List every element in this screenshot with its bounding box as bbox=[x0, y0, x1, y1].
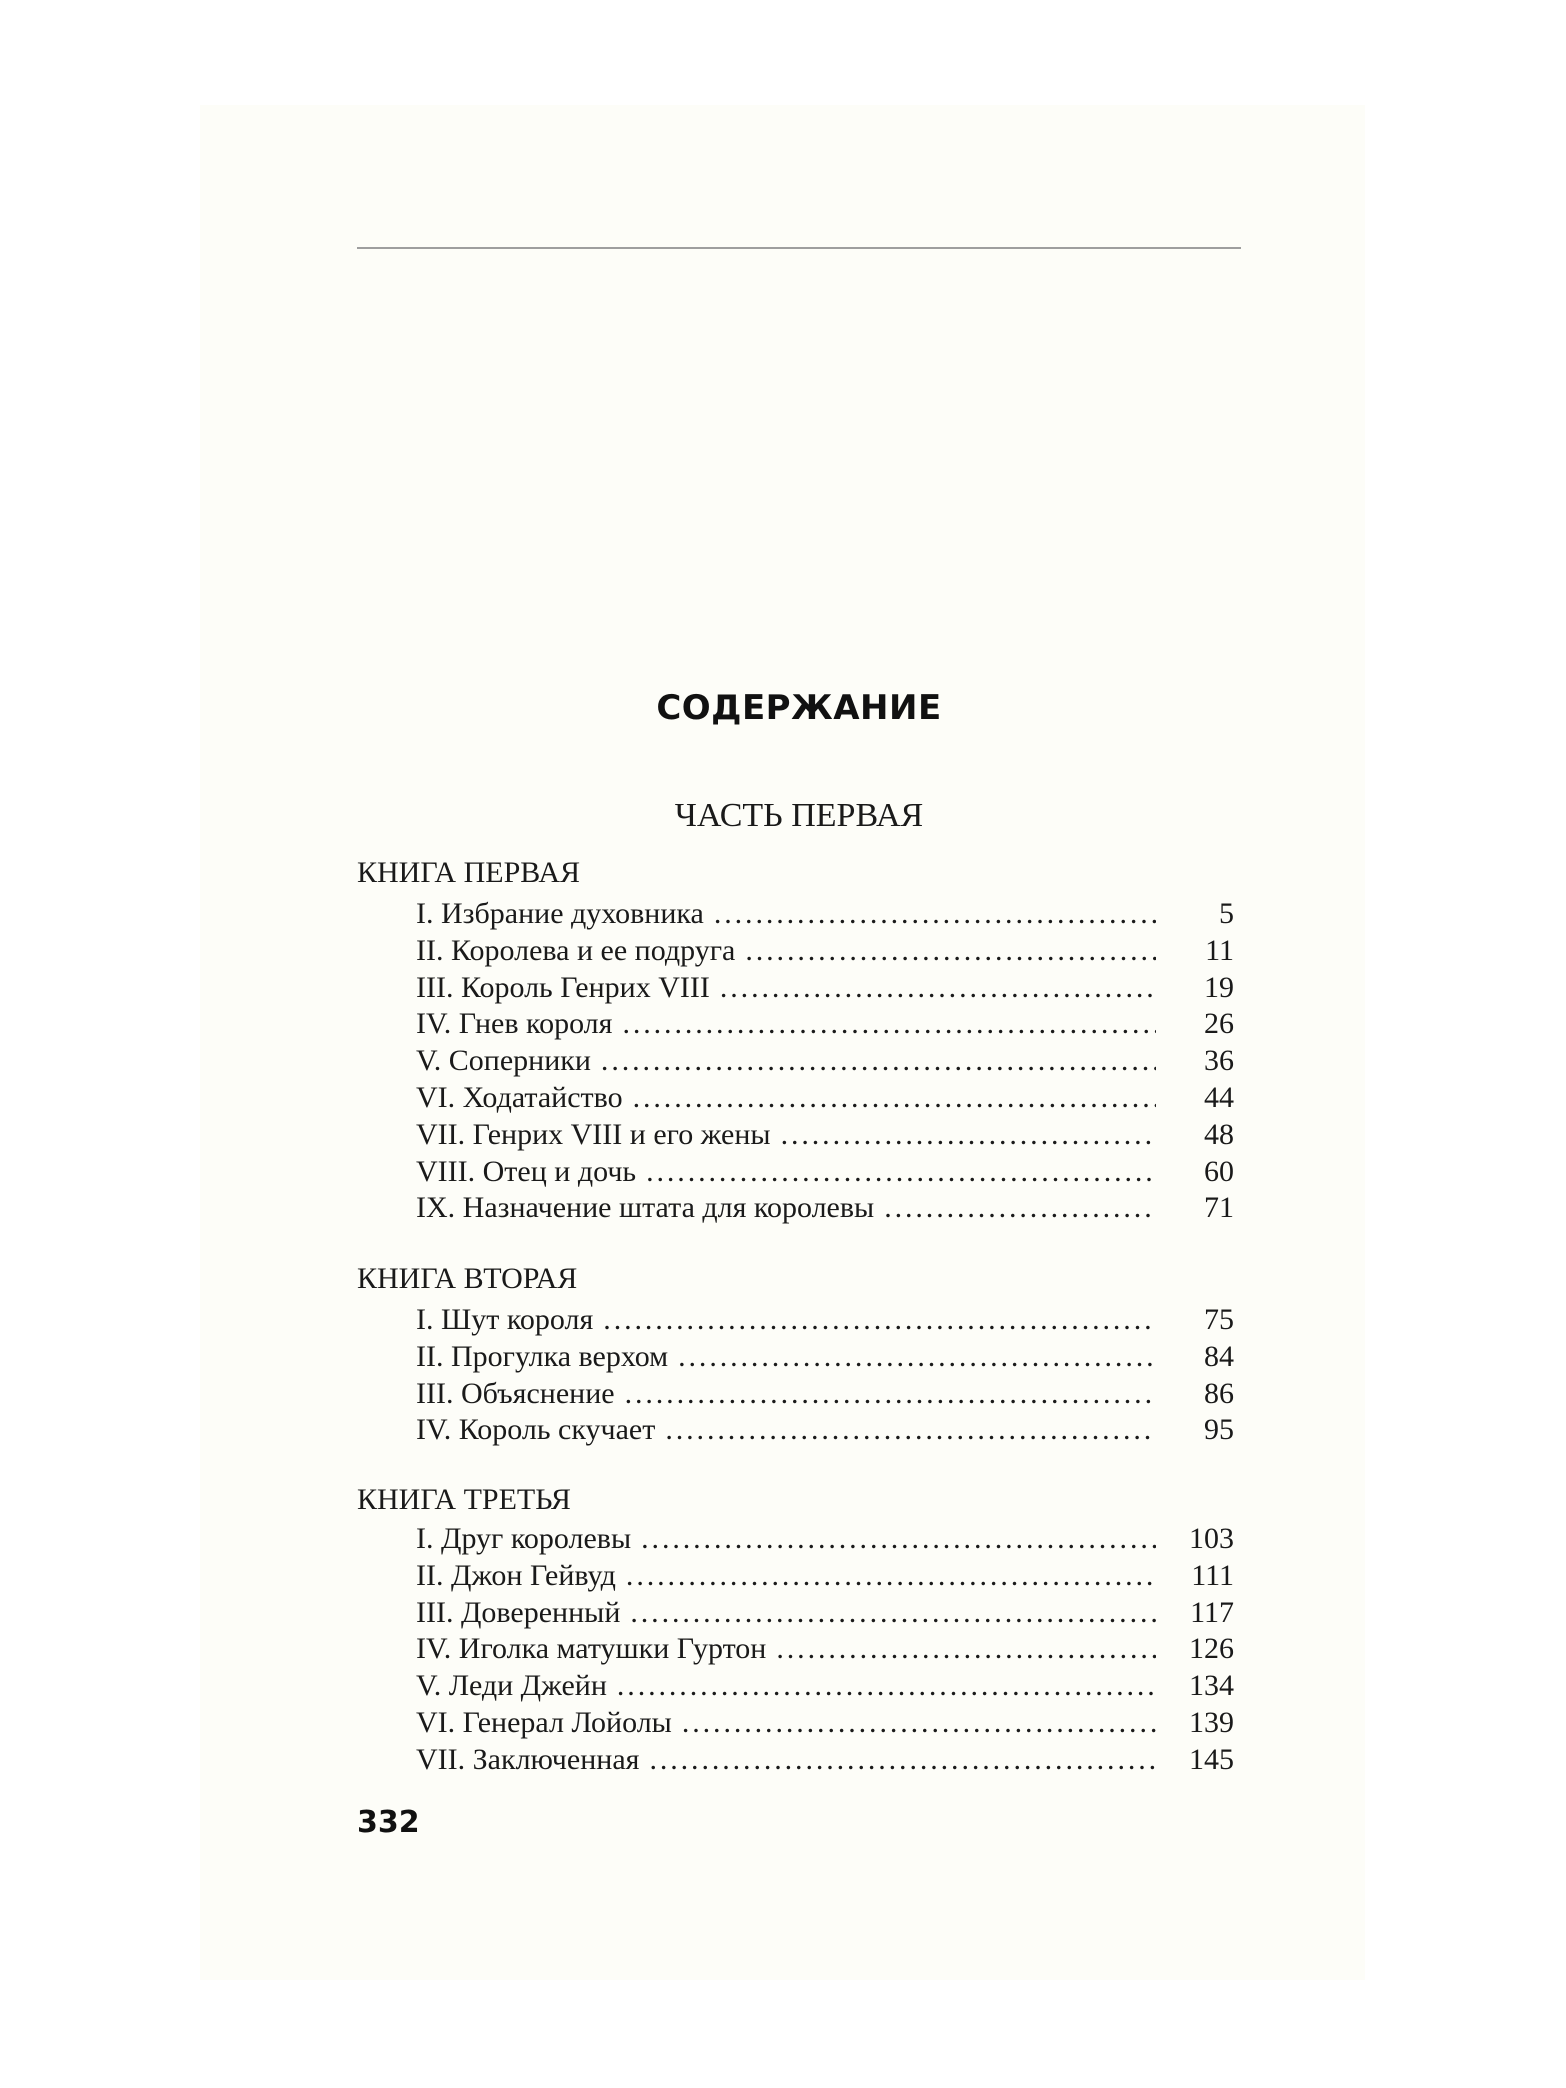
dot-leader bbox=[603, 1302, 1156, 1339]
page-number: 84 bbox=[1204, 1339, 1234, 1373]
page-number: 5 bbox=[1219, 897, 1234, 930]
chapter-title: III. Объяснение bbox=[416, 1376, 615, 1410]
chapter-title: III. Король Генрих VIII bbox=[416, 970, 710, 1004]
toc-entry[interactable] bbox=[416, 896, 1234, 933]
page-number: 48 bbox=[1204, 1117, 1234, 1151]
dot-leader bbox=[884, 1190, 1156, 1227]
toc-entry[interactable] bbox=[416, 1376, 1234, 1413]
dot-leader bbox=[601, 1043, 1156, 1080]
book-heading: КНИГА ВТОРАЯ bbox=[357, 1262, 578, 1295]
chapter-title: I. Друг королевы bbox=[416, 1522, 632, 1555]
dot-leader bbox=[625, 1376, 1156, 1413]
book-heading: КНИГА ТРЕТЬЯ bbox=[357, 1483, 571, 1516]
chapter-title: IV. Гнев короля bbox=[416, 1007, 613, 1041]
chapter-title: I. Избрание духовника bbox=[416, 897, 704, 930]
chapter-title: VI. Генерал Лойолы bbox=[416, 1705, 672, 1739]
toc-entry[interactable] bbox=[416, 1705, 1234, 1742]
chapter-title: VII. Генрих VIII и его жены bbox=[416, 1117, 771, 1151]
dot-leader bbox=[641, 1521, 1156, 1558]
toc-entry[interactable] bbox=[416, 1006, 1234, 1043]
page-number: 75 bbox=[1204, 1303, 1234, 1336]
chapter-list bbox=[416, 1302, 1234, 1449]
toc-entry[interactable] bbox=[416, 1190, 1234, 1227]
chapter-title: II. Прогулка верхом bbox=[416, 1339, 669, 1373]
chapter-title: II. Джон Гейвуд bbox=[416, 1558, 616, 1592]
chapter-title: II. Королева и ее подруга bbox=[416, 933, 736, 967]
page-folio: 332 bbox=[357, 1805, 420, 1840]
part-heading: ЧАСТЬ ПЕРВАЯ bbox=[674, 797, 924, 834]
dot-leader bbox=[646, 1154, 1156, 1191]
dot-leader bbox=[714, 896, 1156, 933]
page-number: 71 bbox=[1204, 1191, 1234, 1225]
toc-entry[interactable] bbox=[416, 1412, 1234, 1449]
toc-entry[interactable] bbox=[416, 1595, 1234, 1632]
dot-leader bbox=[665, 1412, 1156, 1449]
chapter-title: IV. Король скучает bbox=[416, 1413, 656, 1447]
toc-entry[interactable] bbox=[416, 1302, 1234, 1339]
chapter-title: V. Леди Джейн bbox=[416, 1669, 607, 1703]
page-number: 36 bbox=[1204, 1044, 1234, 1078]
toc-entry[interactable] bbox=[416, 1043, 1234, 1080]
toc-entry[interactable] bbox=[416, 1117, 1234, 1154]
page-number: 11 bbox=[1205, 933, 1234, 967]
toc-entry[interactable] bbox=[416, 1742, 1234, 1779]
page-number: 126 bbox=[1189, 1632, 1234, 1666]
page-number: 117 bbox=[1190, 1595, 1234, 1629]
dot-leader bbox=[781, 1117, 1156, 1154]
page-number: 145 bbox=[1189, 1742, 1234, 1776]
toc-entry[interactable] bbox=[416, 1521, 1234, 1558]
page-number: 26 bbox=[1204, 1007, 1234, 1041]
toc-entry[interactable] bbox=[416, 1154, 1234, 1191]
dot-leader bbox=[745, 933, 1156, 970]
chapter-title: VIII. Отец и дочь bbox=[416, 1154, 637, 1188]
toc-entry[interactable] bbox=[416, 1080, 1234, 1117]
contents-title: СОДЕРЖАНИЕ bbox=[656, 688, 942, 728]
dot-leader bbox=[682, 1705, 1156, 1742]
page-number: 139 bbox=[1189, 1705, 1234, 1739]
chapter-title: VII. Заключенная bbox=[416, 1742, 640, 1776]
dot-leader bbox=[633, 1080, 1156, 1117]
chapter-title: IX. Назначение штата для королевы bbox=[416, 1191, 875, 1225]
dot-leader bbox=[630, 1595, 1156, 1632]
header-rule bbox=[357, 247, 1241, 249]
chapter-title: I. Шут короля bbox=[416, 1303, 594, 1336]
chapter-title: III. Доверенный bbox=[416, 1595, 621, 1629]
page-number: 60 bbox=[1204, 1154, 1234, 1188]
dot-leader bbox=[626, 1558, 1156, 1595]
dot-leader bbox=[678, 1339, 1156, 1376]
toc-entry[interactable] bbox=[416, 1558, 1234, 1595]
page-number: 19 bbox=[1204, 970, 1234, 1004]
chapter-list bbox=[416, 1521, 1234, 1779]
page-number: 86 bbox=[1204, 1376, 1234, 1410]
toc-entry[interactable] bbox=[416, 1668, 1234, 1705]
chapter-title: IV. Иголка матушки Гуртон bbox=[416, 1632, 767, 1666]
dot-leader bbox=[622, 1006, 1156, 1043]
page-number: 44 bbox=[1204, 1080, 1234, 1114]
book-heading: КНИГА ПЕРВАЯ bbox=[357, 856, 581, 889]
page-number: 111 bbox=[1191, 1558, 1234, 1592]
page-number: 134 bbox=[1189, 1669, 1234, 1703]
toc-entry[interactable] bbox=[416, 1339, 1234, 1376]
dot-leader bbox=[776, 1631, 1156, 1668]
dot-leader bbox=[720, 970, 1156, 1007]
page-number: 95 bbox=[1204, 1413, 1234, 1447]
chapter-title: VI. Ходатайство bbox=[416, 1080, 623, 1114]
toc-entry[interactable] bbox=[416, 933, 1234, 970]
toc-entry[interactable] bbox=[416, 1631, 1234, 1668]
chapter-title: V. Соперники bbox=[416, 1044, 591, 1078]
toc-entry[interactable] bbox=[416, 970, 1234, 1007]
page-number: 103 bbox=[1189, 1522, 1234, 1555]
dot-leader bbox=[649, 1742, 1156, 1779]
dot-leader bbox=[617, 1668, 1156, 1705]
chapter-list bbox=[416, 896, 1234, 1227]
